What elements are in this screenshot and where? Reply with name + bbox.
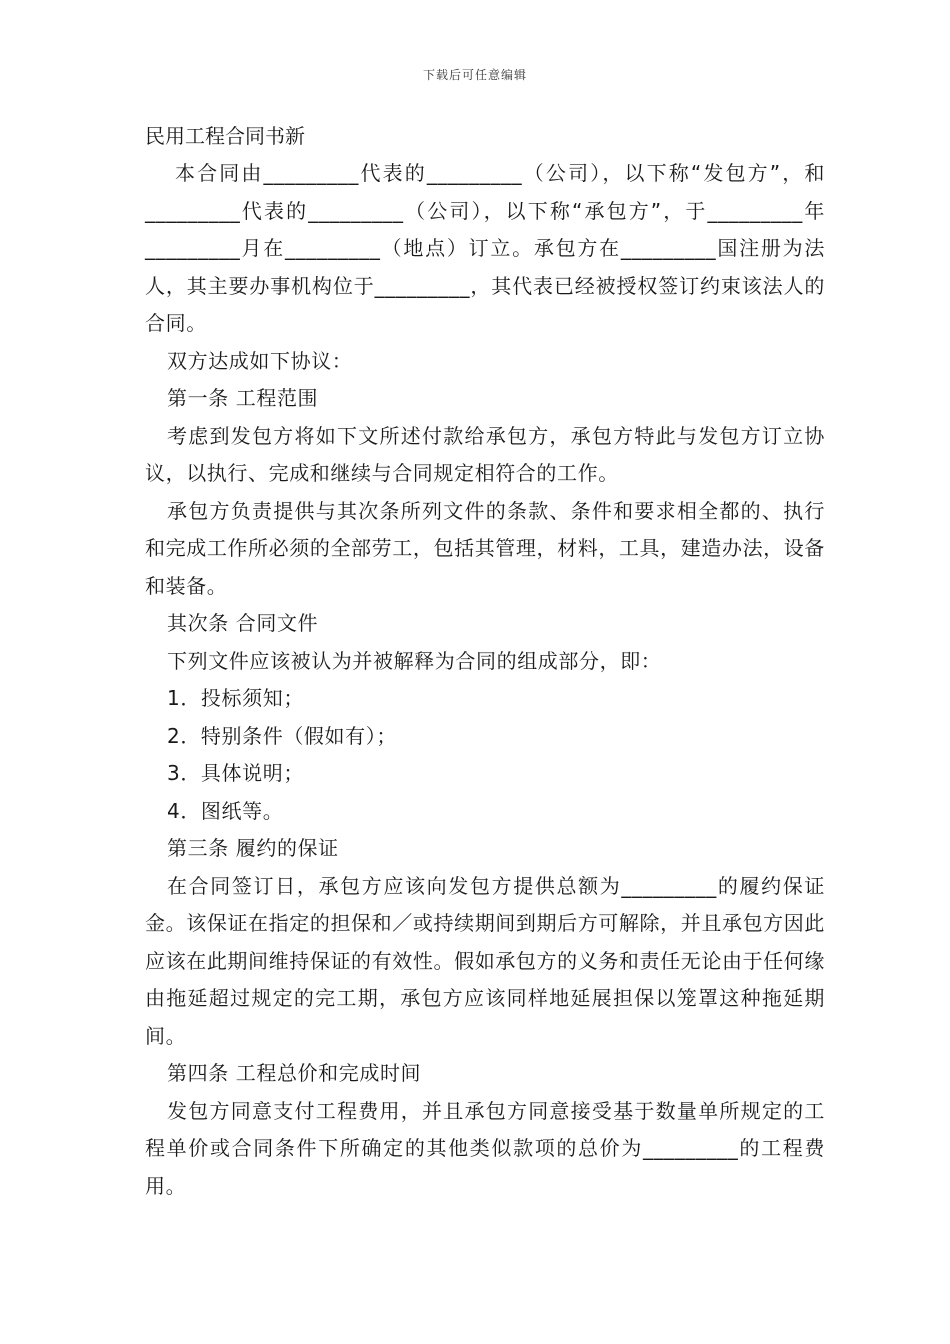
article-3-paragraph-1: 在合同签订日，承包方应该向发包方提供总额为_________的履约保证金。该保证在指定的担保和／或持续期间到期后方可解除，并且承包方因此应该在此期间维持保证的有效性。假如承包方的义务和责任无论由于任何缘由拖延超过规定的完工期，承包方应该同样地延展担保以笼罩这种拖延期间。 <box>145 873 825 1048</box>
list-item: 4．图纸等。 <box>167 798 284 823</box>
article-4-paragraph-1: 发包方同意支付工程费用，并且承包方同意接受基于数量单所规定的工程单价或合同条件下所确定的其他类似款项的总价为_________的工程费用。 <box>145 1098 825 1198</box>
article-2-heading: 其次条 合同文件 <box>167 611 319 635</box>
list-item: 1．投标须知； <box>167 686 304 710</box>
document-title: 民用工程合同书新 <box>145 124 305 148</box>
list-item: 2．特别条件（假如有）； <box>167 723 397 748</box>
page-header-note: 下载后可任意编辑 <box>422 68 527 82</box>
intro-paragraph: 本合同由_________代表的_________（公司），以下称“发包方”，和_________代表的_________（公司），以下称“承包方”，于_________年_________月在_________（地点）订立。承包方在_________国注册为法人，其主要办事机构位于_________，其代表已经被授权签订约束该法人的合同。 <box>145 161 825 335</box>
article-4-heading: 第四条 工程总价和完成时间 <box>167 1061 422 1085</box>
article-3-heading: 第三条 履约的保证 <box>167 836 339 860</box>
article-1-heading: 第一条 工程范围 <box>167 386 319 410</box>
document-body <box>145 118 825 1205</box>
article-2-paragraph-1: 下列文件应该被认为并被解释为合同的组成部分，即： <box>167 648 662 673</box>
agreement-line: 双方达成如下协议： <box>167 348 353 373</box>
list-item: 3．具体说明； <box>167 761 304 785</box>
article-1-paragraph-1: 考虑到发包方将如下文所述付款给承包方，承包方特此与发包方订立协议，以执行、完成和继续与合同规定相符合的工作。 <box>145 423 825 485</box>
article-1-paragraph-2: 承包方负责提供与其次条所列文件的条款、条件和要求相全都的、执行和完成工作所必须的全部劳工，包括其管理，材料，工具，建造办法，设备和装备。 <box>145 498 825 598</box>
